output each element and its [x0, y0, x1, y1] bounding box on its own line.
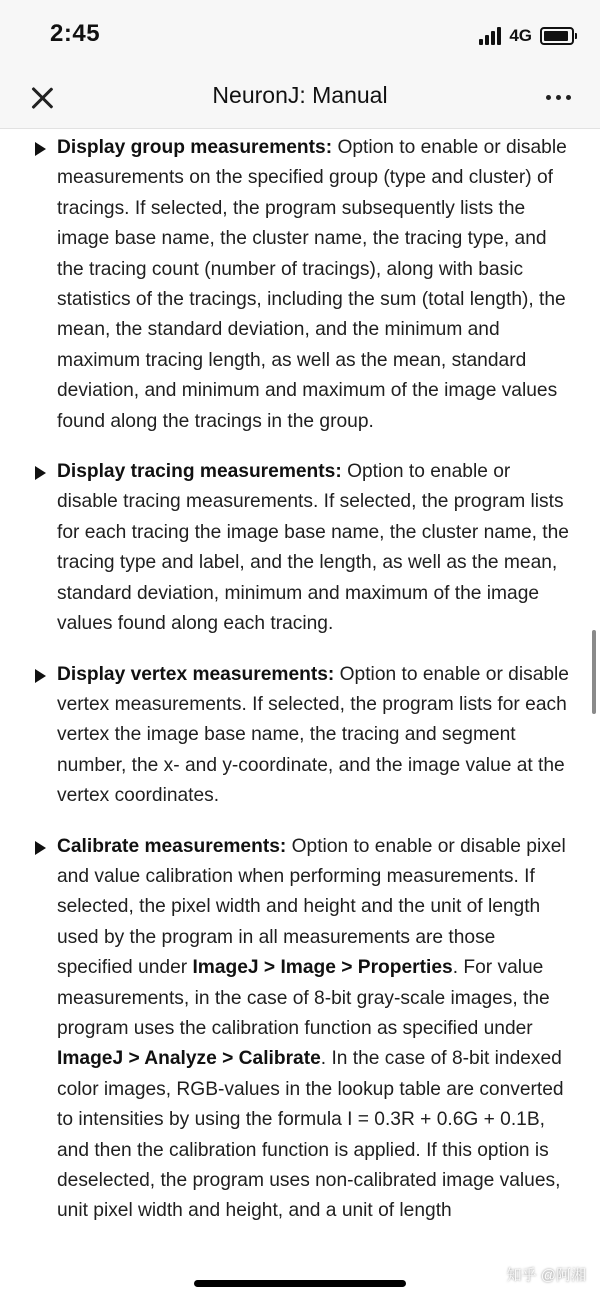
battery-icon — [540, 27, 574, 45]
list-item-vertex-measurements — [0, 660, 600, 812]
signal-icon — [479, 27, 501, 45]
triangle-bullet-icon — [35, 669, 46, 683]
triangle-bullet-icon — [35, 841, 46, 855]
home-indicator[interactable] — [194, 1280, 406, 1287]
list-item-calibrate-measurements — [0, 832, 600, 1227]
list-item-tracing-measurements — [0, 457, 600, 639]
scrollbar[interactable] — [592, 630, 596, 714]
page-title: NeuronJ: Manual — [212, 82, 388, 108]
item-text: Option to enable or disable pixel and value calibration when performing measurements. If selected, the pixel width and height and the unit of length used by the program in all measurements are those specified under — [57, 835, 566, 979]
triangle-bullet-icon — [35, 142, 46, 156]
item-text: Option to enable or disable measurements on the specified group (type and cluster) of tracings. If selected, the program subsequently lists the image base name, the cluster name, the tracing type, and the tracing count (number of tracings), along with basic statistics of the tracings, including the sum (total length), the mean, the standard deviation, and the minimum and maximum tracing length, as well as the mean, standard deviation, and minimum and maximum of the image values found along the tracings in the group. — [57, 137, 567, 432]
manual-content — [0, 128, 600, 1299]
menu-path-calibrate: ImageJ > Analyze > Calibrate — [57, 1048, 321, 1070]
close-button[interactable] — [22, 78, 62, 118]
network-type: 4G — [509, 26, 532, 45]
more-button[interactable] — [538, 82, 578, 112]
item-label: Calibrate measurements: — [57, 835, 287, 857]
status-time: 2:45 — [50, 20, 101, 47]
item-label: Display vertex measurements: — [57, 663, 335, 685]
item-label: Display group measurements: — [57, 137, 333, 158]
menu-path-properties: ImageJ > Image > Properties — [192, 957, 453, 979]
close-icon — [29, 85, 55, 111]
triangle-bullet-icon — [35, 466, 46, 480]
item-text: Option to enable or disable tracing measurements. If selected, the program lists for each tracing the image base name, the cluster name, the tracing type and label, and the length, as well as the mean, standard deviation, minimum and maximum of the image values found along each tracing. — [57, 461, 569, 635]
top-chrome — [0, 0, 600, 129]
status-indicators — [479, 24, 574, 48]
nav-bar — [0, 72, 600, 128]
watermark: 知乎 @阿湘 — [506, 1267, 586, 1284]
item-text: Option to enable or disable vertex measurements. If selected, the program lists for each vertex the image base name, the tracing and segment number, the x- and y-coordinate, and the image value at the vertex coordinates. — [57, 663, 569, 807]
item-text: . In the case of 8-bit indexed color images, RGB-values in the lookup table are converted to intensities by using the formula I = 0.3R + 0.6G + 0.1B, and then the calibration function is applied. If this option is deselected, the program uses non-calibrated image values, unit pixel width and height, and a unit of length — [57, 1048, 564, 1222]
manual-list — [0, 128, 600, 1227]
item-text: . For value measurements, in the case of 8-bit gray-scale images, the program uses the calibration function as specified under — [57, 957, 550, 1039]
item-label: Display tracing measurements: — [57, 461, 342, 483]
list-item-group-measurements — [0, 133, 600, 437]
more-icon — [546, 95, 571, 100]
status-bar — [0, 0, 600, 72]
